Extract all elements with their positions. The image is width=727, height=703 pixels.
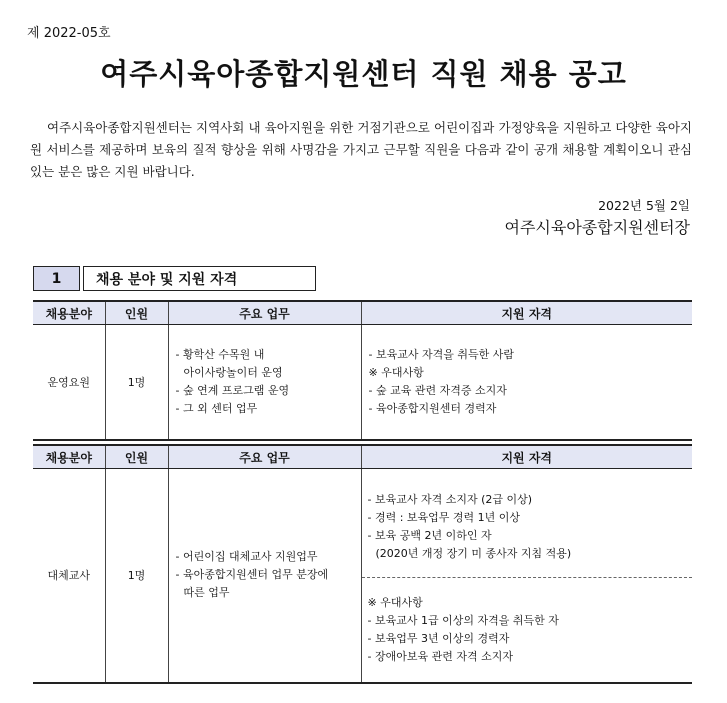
signer: 여주시육아종합지원센터장 [504, 218, 690, 237]
position-count: 1명 [105, 325, 168, 440]
qualification-item: ※ 우대사항 [367, 595, 423, 609]
table-row [33, 469, 692, 683]
position-field: 운영요원 [33, 325, 105, 440]
qualification-item: (2020년 개정 장기 미 종사자 지침 적용) [375, 546, 572, 560]
recruit-table-1 [33, 300, 692, 441]
header-qualifications: 지원 자격 [361, 301, 692, 325]
table-row [33, 325, 692, 440]
position-qualifications [361, 325, 692, 440]
qualification-main [362, 477, 693, 578]
duty-item: - 황학산 수목원 내 [175, 347, 265, 361]
duty-item: - 육아종합지원센터 업무 분장에 [175, 568, 329, 582]
qualification-preferred [362, 578, 693, 674]
qualification-item: - 숲 교육 관련 자격증 소지자 [368, 383, 507, 397]
position-field: 대체교사 [33, 469, 105, 683]
duty-item: - 어린이집 대체교사 지원업무 [175, 550, 318, 564]
header-duties: 주요 업무 [168, 301, 361, 325]
announcement-date: 2022년 5월 2일 [598, 198, 690, 213]
qualification-item: - 보육 공백 2년 이하인 자 [367, 528, 492, 542]
duty-item: 아이사랑놀이터 운영 [183, 365, 283, 379]
qualification-item: - 보육교사 1급 이상의 자격을 취득한 자 [367, 613, 559, 627]
qualification-item: - 육아종합지원센터 경력자 [368, 401, 497, 415]
recruit-table-2 [33, 444, 692, 684]
qualification-item: - 보육교사 자격 소지자 (2급 이상) [367, 492, 533, 506]
qualification-item: - 보육교사 자격을 취득한 사람 [368, 347, 514, 361]
qualification-item: - 경력 : 보육업무 경력 1년 이상 [367, 510, 521, 524]
position-count: 1명 [105, 469, 168, 683]
document-number: 제 2022-05호 [27, 26, 111, 41]
header-count: 인원 [105, 301, 168, 325]
header-duties: 주요 업무 [168, 445, 361, 469]
duty-item: - 그 외 센터 업무 [175, 401, 258, 415]
page-title: 여주시육아종합지원센터 직원 채용 공고 [100, 57, 627, 91]
header-qualifications: 지원 자격 [361, 445, 692, 469]
header-field: 채용분야 [33, 301, 105, 325]
header-count: 인원 [105, 445, 168, 469]
duty-item: 따른 업무 [183, 586, 230, 600]
section-title: 채용 분야 및 지원 자격 [83, 266, 316, 291]
position-duties [168, 469, 361, 683]
duty-item: - 숲 연계 프로그램 운영 [175, 383, 290, 397]
intro-paragraph: 여주시육아종합지원센터는 지역사회 내 육아지원을 위한 거점기관으로 어린이집과 가정양육을 지원하고 다양한 육아지원 서비스를 제공하며 보육의 질적 향상을 위해 사명감을 가지고 근무할 직원을 다음과 같이 공개 채용할 계획이오니 관심 있는 분은 많은 지원 바랍니다. [30, 120, 692, 179]
header-field: 채용분야 [33, 445, 105, 469]
qualification-item: - 보육업무 3년 이상의 경력자 [367, 631, 510, 645]
table-header-row [33, 301, 692, 325]
position-qualifications [361, 469, 692, 683]
section-header [33, 266, 316, 291]
position-duties [168, 325, 361, 440]
qualification-item: ※ 우대사항 [368, 365, 424, 379]
table-header-row [33, 445, 692, 469]
qualification-item: - 장애아보육 관련 자격 소지자 [367, 649, 513, 663]
section-number: 1 [33, 266, 80, 291]
